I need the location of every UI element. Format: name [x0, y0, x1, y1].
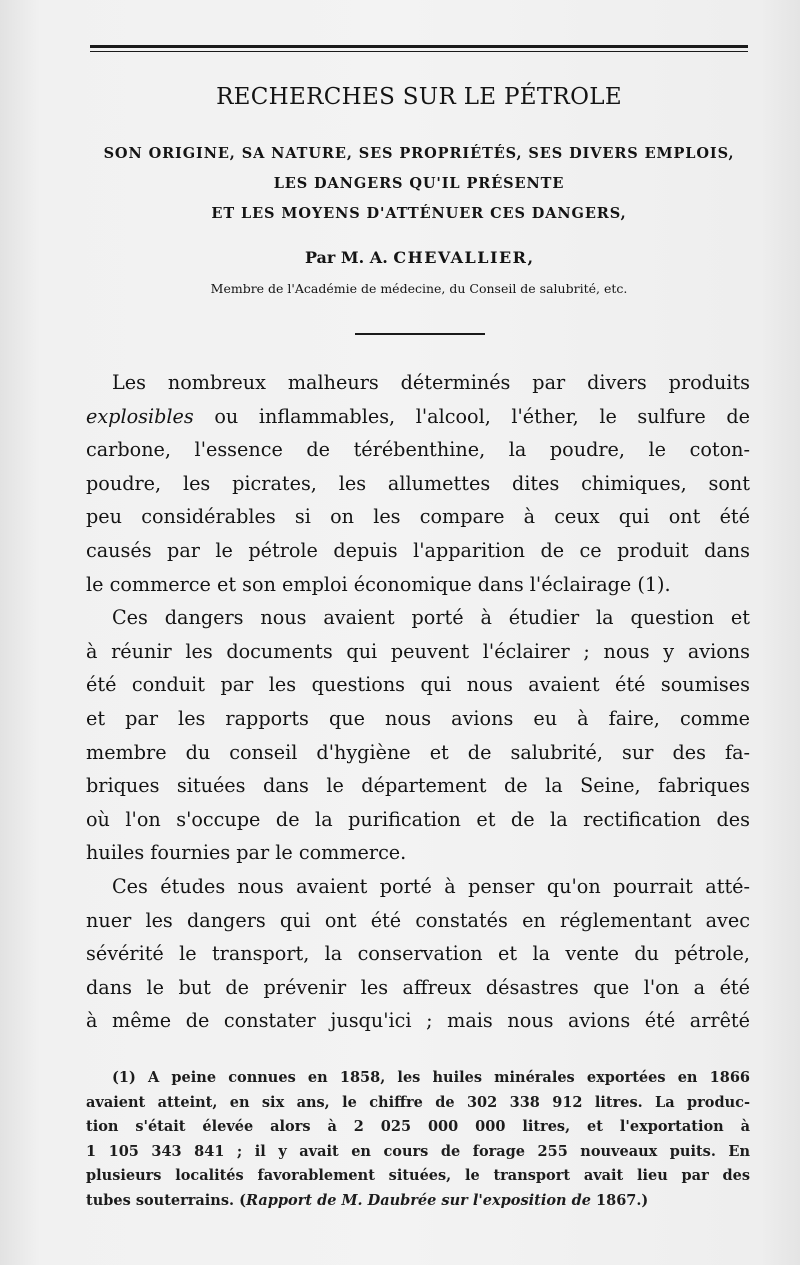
body-line: à même de constater jusqu'ici ; mais nous avions été arrêté	[86, 1009, 750, 1033]
body-line: poudre, les picrates, les allumettes dites chimiques, sont	[86, 471, 750, 495]
body-line: Les nombreux malheurs déterminés par divers produits	[112, 371, 750, 394]
body-line: et par les rapports que nous avions eu à faire, comme	[86, 706, 750, 730]
author-line	[90, 248, 748, 267]
footnote-line: (1) A peine connues en 1858, les huiles minérales exportées en 1866	[112, 1069, 750, 1086]
body-line: causés par le pétrole depuis l'apparition de ce produit dans	[86, 538, 750, 562]
body-line: sévérité le transport, la conservation et la vente du pétrole,	[86, 942, 750, 966]
footnote	[86, 1066, 750, 1213]
body-line: membre du conseil d'hygiène et de salubrité, sur des fa-	[86, 740, 750, 764]
body-line: dans le but de prévenir les affreux désastres que l'on a été	[86, 975, 750, 999]
top-double-rule-thick	[90, 45, 748, 48]
subtitle-line-1: SON ORIGINE, SA NATURE, SES PROPRIÉTÉS, SES DIVERS EMPLOIS,	[103, 145, 735, 162]
author-prefix: Par M. A.	[304, 248, 388, 267]
article-body	[86, 366, 750, 1038]
body-line: où l'on s'occupe de la purification et de la rectification des	[86, 807, 750, 831]
section-divider	[355, 333, 485, 335]
footnote-year: 1867.	[596, 1191, 642, 1209]
footnote-line: tubes souterrains. (Rapport de M. Daubrée sur l'exposition de 1867.)	[86, 1191, 649, 1209]
emphasis-word: explosibles	[86, 404, 194, 428]
body-line: le commerce et son emploi économique dans l'éclairage (1).	[86, 572, 671, 596]
footnote-line: 1 105 343 841 ; il y avait en cours de forage 255 nouveaux puits. En	[86, 1142, 750, 1160]
author-affiliation: Membre de l'Académie de médecine, du Conseil de salubrité, etc.	[210, 281, 628, 296]
body-line: nuer les dangers qui ont été constatés en réglementant avec	[86, 908, 750, 932]
body-line: huiles fournies par le commerce.	[86, 841, 407, 865]
body-line: peu considérables si on les compare à ceux qui ont été	[86, 505, 750, 529]
body-line: à réunir les documents qui peuvent l'éclairer ; nous y avions	[86, 639, 750, 663]
body-line: briques situées dans le département de la Seine, fabriques	[86, 774, 750, 798]
subtitle-line-2: LES DANGERS QU'IL PRÉSENTE	[273, 175, 565, 192]
body-line: explosibles ou inflammables, l'alcool, l'éther, le sulfure de	[86, 404, 750, 428]
footnote-line: tion s'était élevée alors à 2 025 000 000 litres, et l'exportation à	[86, 1118, 750, 1135]
author-name: CHEVALLIER	[393, 248, 528, 267]
body-line: été conduit par les questions qui nous avaient été soumises	[86, 673, 750, 697]
footnote-line: avaient atteint, en six ans, le chiffre de 302 338 912 litres. La produc-	[86, 1093, 750, 1111]
article-title: RECHERCHES SUR LE PÉTROLE	[216, 84, 622, 110]
body-line: Ces dangers nous avaient porté à étudier la question et	[112, 606, 750, 630]
top-double-rule-thin	[90, 51, 748, 52]
subtitle-line-3: ET LES MOYENS D'ATTÉNUER CES DANGERS,	[211, 205, 627, 222]
body-line: Ces études nous avaient porté à penser qu'on pourrait atté-	[112, 874, 750, 898]
body-line: carbone, l'essence de térébenthine, la poudre, le coton-	[86, 438, 750, 462]
footnote-citation: Rapport de M. Daubrée sur l'exposition de	[245, 1191, 591, 1209]
footnote-line: plusieurs localités favorablement situées, le transport avait lieu par des	[86, 1167, 750, 1184]
author-suffix: ,	[527, 248, 534, 267]
